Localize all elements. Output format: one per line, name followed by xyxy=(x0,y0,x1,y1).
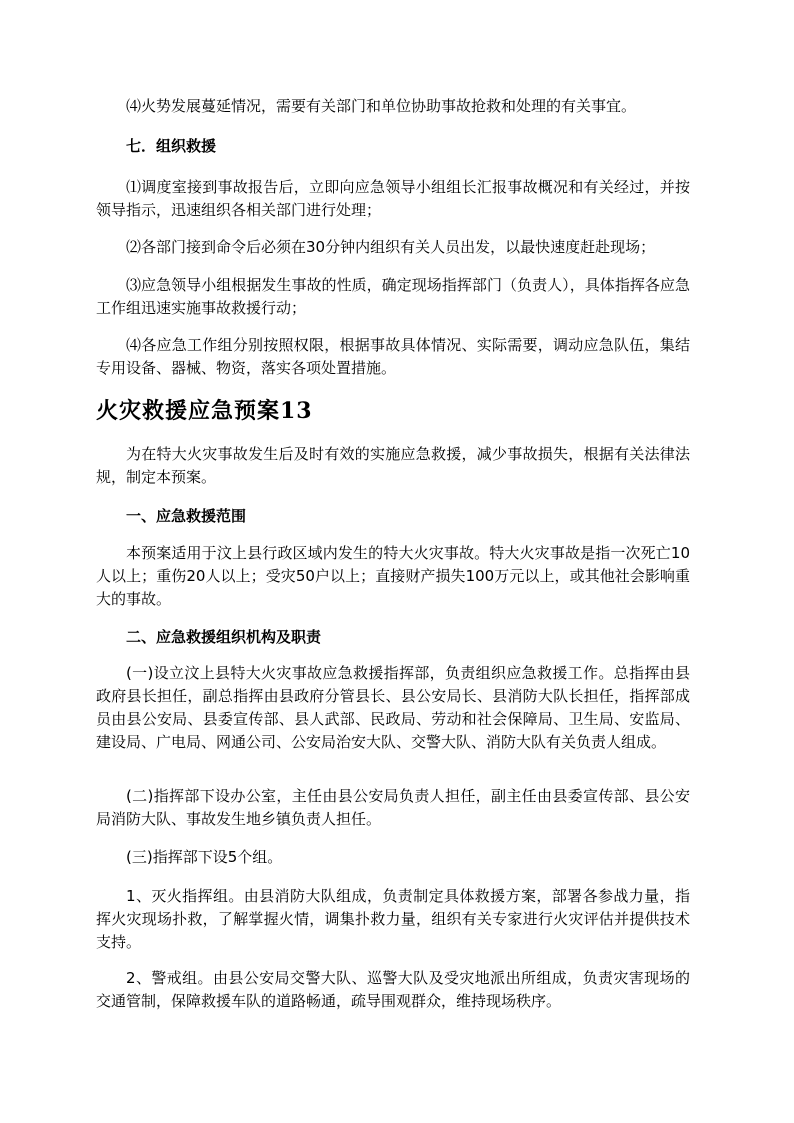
document-title: 火灾救援应急预案13 xyxy=(96,398,313,424)
paragraph-work-groups: ⑷各应急工作组分别按照权限，根据事故具体情况、实际需要，调动应急队伍，集结专用设备、器械、物资，落实各项处置措施。 xyxy=(96,336,690,377)
section-heading-scope: 一、应急救援范围 xyxy=(126,507,247,525)
paragraph-leadership-group: ⑶应急领导小组根据发生事故的性质，确定现场指挥部门（负责人），具体指挥各应急工作组迅速实施事故救援行动； xyxy=(96,276,690,317)
paragraph-command-center: (一)设立汶上县特大火灾事故应急救援指挥部，负责组织应急救援工作。总指挥由县政府县长担任，副总指挥由县政府分管县长、县公安局长、县消防大队长担任，指挥部成员由县公安局、县委宣传部、县人武部、民政局、劳动和社会保障局、卫生局、安监局、建设局、广电局、网通公司、公安局治安大队、交警大队、消防大队有关负责人组成。 xyxy=(96,664,690,751)
paragraph-purpose: 为在特大火灾事故发生后及时有效的实施应急救援，减少事故损失，根据有关法律法规，制定本预案。 xyxy=(96,445,690,486)
paragraph-fire-spread: ⑷火势发展蔓延情况，需要有关部门和单位协助事故抢救和处理的有关事宜。 xyxy=(126,97,637,115)
paragraph-departments-depart: ⑵各部门接到命令后必须在30分钟内组织有关人员出发，以最快速度赶赴现场； xyxy=(126,238,656,256)
paragraph-office: (二)指挥部下设办公室，主任由县公安局负责人担任，副主任由县委宣传部、县公安局消防大队、事故发生地乡镇负责人担任。 xyxy=(96,787,690,828)
section-heading-organization: 二、应急救援组织机构及职责 xyxy=(126,628,322,646)
paragraph-security-group: 2、警戒组。由县公安局交警大队、巡警大队及受灾地派出所组成，负责灾害现场的交通管制，保障救援车队的道路畅通，疏导围观群众，维持现场秩序。 xyxy=(96,969,690,1010)
paragraph-firefighting-group: 1、灭火指挥组。由县消防大队组成，负责制定具体救援方案，部署各参战力量，指挥火灾现场扑救，了解掌握火情，调集扑救力量，组织有关专家进行火灾评估并提供技术支持。 xyxy=(96,887,690,951)
paragraph-five-groups: (三)指挥部下设5个组。 xyxy=(126,848,283,866)
section-heading-organize-rescue: 七．组织救援 xyxy=(126,137,217,155)
paragraph-dispatch-report: ⑴调度室接到事故报告后，立即向应急领导小组组长汇报事故概况和有关经过，并按领导指示，迅速组织各相关部门进行处理； xyxy=(96,178,690,219)
paragraph-scope: 本预案适用于汶上县行政区域内发生的特大火灾事故。特大火灾事故是指一次死亡10人以上；重伤20人以上；受灾50户以上；直接财产损失100万元以上，或其他社会影响重大的事故。 xyxy=(96,544,690,608)
